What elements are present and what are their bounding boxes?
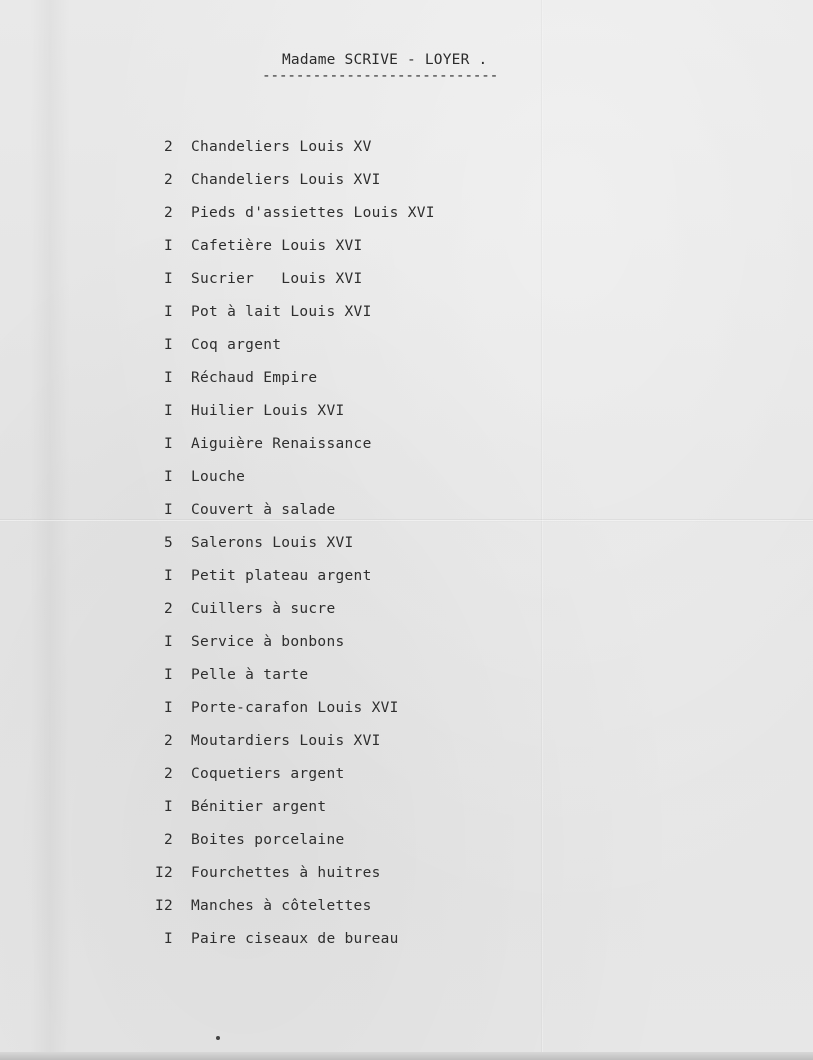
list-item xyxy=(140,922,435,955)
item-label: Chandeliers Louis XVI xyxy=(191,171,381,188)
item-label: Sucrier Louis XVI xyxy=(191,270,363,287)
list-item xyxy=(140,724,435,757)
item-label: Réchaud Empire xyxy=(191,369,318,386)
item-quantity: I2 xyxy=(154,897,173,914)
list-item xyxy=(140,691,435,724)
document-title: Madame SCRIVE - LOYER . xyxy=(282,52,488,68)
list-item xyxy=(140,163,435,196)
item-label: Salerons Louis XVI xyxy=(191,534,354,551)
item-label: Service à bonbons xyxy=(191,633,345,650)
list-item xyxy=(140,130,435,163)
list-item xyxy=(140,427,435,460)
item-quantity: I xyxy=(163,699,173,716)
item-quantity: I2 xyxy=(154,864,173,881)
item-quantity: I xyxy=(163,237,173,254)
item-label: Petit plateau argent xyxy=(191,567,372,584)
list-item xyxy=(140,493,435,526)
list-item xyxy=(140,790,435,823)
item-label: Cuillers à sucre xyxy=(191,600,336,617)
item-label: Porte-carafon Louis XVI xyxy=(191,699,399,716)
item-quantity: I xyxy=(163,501,173,518)
list-item xyxy=(140,526,435,559)
list-item xyxy=(140,757,435,790)
list-item xyxy=(140,262,435,295)
list-item xyxy=(140,592,435,625)
item-quantity: I xyxy=(163,567,173,584)
list-item xyxy=(140,328,435,361)
item-label: Couvert à salade xyxy=(191,501,336,518)
item-label: Coq argent xyxy=(191,336,282,353)
item-quantity: I xyxy=(163,402,173,419)
list-item xyxy=(140,823,435,856)
show-through-strip xyxy=(30,0,70,1060)
item-label: Moutardiers Louis XVI xyxy=(191,732,381,749)
list-item xyxy=(140,889,435,922)
list-item xyxy=(140,856,435,889)
item-label: Bénitier argent xyxy=(191,798,327,815)
item-quantity: I xyxy=(163,435,173,452)
item-label: Coquetiers argent xyxy=(191,765,345,782)
item-quantity: I xyxy=(163,303,173,320)
item-quantity: 2 xyxy=(163,600,173,617)
item-quantity: 5 xyxy=(163,534,173,551)
title-underline: ---------------------------- xyxy=(262,68,499,84)
list-item xyxy=(140,460,435,493)
item-quantity: I xyxy=(163,798,173,815)
item-label: Pot à lait Louis XVI xyxy=(191,303,372,320)
item-quantity: 2 xyxy=(163,138,173,155)
item-label: Paire ciseaux de bureau xyxy=(191,930,399,947)
list-item xyxy=(140,196,435,229)
list-item xyxy=(140,559,435,592)
ink-speck xyxy=(216,1036,220,1040)
item-label: Aiguière Renaissance xyxy=(191,435,372,452)
item-quantity: 2 xyxy=(163,204,173,221)
list-item xyxy=(140,229,435,262)
item-label: Manches à côtelettes xyxy=(191,897,372,914)
item-quantity: I xyxy=(163,270,173,287)
item-label: Pieds d'assiettes Louis XVI xyxy=(191,204,435,221)
inventory-list xyxy=(140,130,435,955)
list-item xyxy=(140,295,435,328)
list-item xyxy=(140,394,435,427)
item-quantity: I xyxy=(163,468,173,485)
item-quantity: 2 xyxy=(163,171,173,188)
list-item xyxy=(140,658,435,691)
item-quantity: I xyxy=(163,369,173,386)
item-label: Pelle à tarte xyxy=(191,666,309,683)
item-quantity: I xyxy=(163,336,173,353)
paper-bottom-edge xyxy=(0,1052,813,1060)
item-label: Fourchettes à huitres xyxy=(191,864,381,881)
item-label: Huilier Louis XVI xyxy=(191,402,345,419)
item-quantity: I xyxy=(163,666,173,683)
list-item xyxy=(140,625,435,658)
item-label: Chandeliers Louis XV xyxy=(191,138,372,155)
list-item xyxy=(140,361,435,394)
item-label: Boites porcelaine xyxy=(191,831,345,848)
item-quantity: I xyxy=(163,633,173,650)
vertical-fold-line xyxy=(541,0,543,1060)
item-label: Cafetière Louis XVI xyxy=(191,237,363,254)
item-label: Louche xyxy=(191,468,246,485)
item-quantity: I xyxy=(163,930,173,947)
item-quantity: 2 xyxy=(163,732,173,749)
item-quantity: 2 xyxy=(163,831,173,848)
item-quantity: 2 xyxy=(163,765,173,782)
